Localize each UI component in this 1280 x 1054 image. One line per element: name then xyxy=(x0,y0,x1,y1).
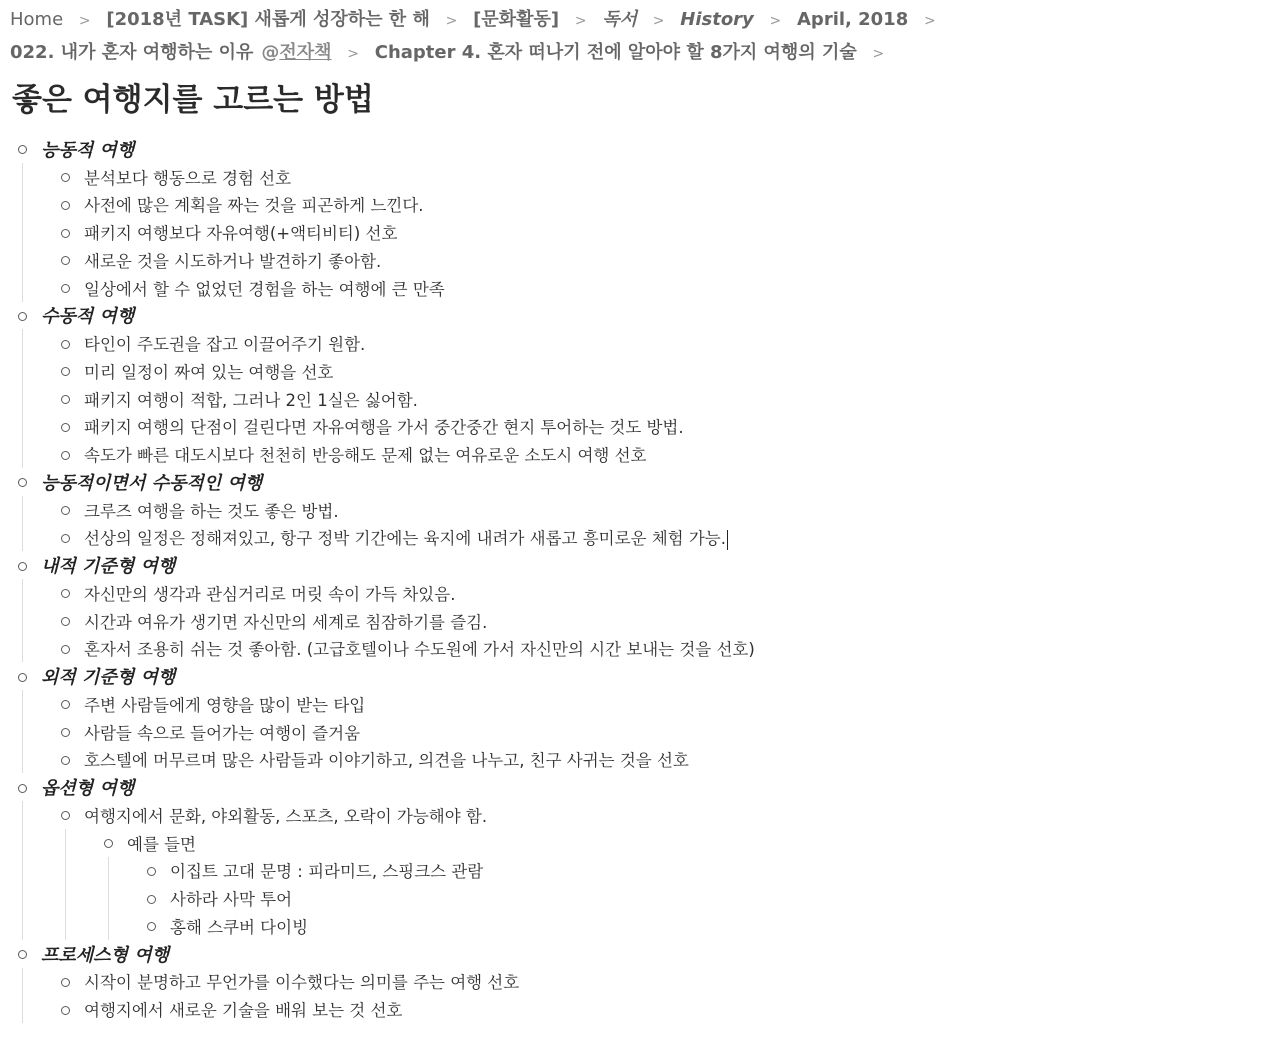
outline-item-label: 분석보다 행동으로 경험 선호 xyxy=(84,168,292,188)
chevron-right-icon: > xyxy=(574,13,587,29)
bullet-icon[interactable] xyxy=(18,145,27,154)
outline-subitem xyxy=(0,191,1280,219)
breadcrumb-item-label: 독서 xyxy=(602,9,638,30)
outline-row[interactable] xyxy=(0,218,1280,246)
bullet-icon[interactable] xyxy=(61,700,70,709)
outline-item-label: 옵션형 여행 xyxy=(41,778,135,800)
outline-row[interactable] xyxy=(0,773,1280,801)
outline-subitem xyxy=(0,607,1280,635)
outline-item-text[interactable] xyxy=(84,220,397,244)
outline-item-label: 자신만의 생각과 관심거리로 머릿 속이 가득 차있음. xyxy=(84,584,456,604)
outline-item-text[interactable] xyxy=(84,692,365,716)
bullet-icon[interactable] xyxy=(61,423,70,432)
outline-item xyxy=(0,468,1280,551)
outline-item xyxy=(0,662,1280,773)
outline-item-text[interactable] xyxy=(84,581,455,605)
breadcrumb-item[interactable] xyxy=(106,9,430,30)
outline-item-text[interactable] xyxy=(170,858,483,882)
bullet-icon[interactable] xyxy=(61,173,70,182)
outline-heading[interactable] xyxy=(41,136,134,162)
outline-item xyxy=(0,773,1280,940)
outline-row[interactable] xyxy=(0,440,1280,468)
outline-row[interactable] xyxy=(0,995,1280,1023)
outline-item-text[interactable] xyxy=(84,609,487,633)
breadcrumb-item[interactable] xyxy=(602,9,637,30)
outline-row[interactable] xyxy=(0,635,1280,663)
outline-row[interactable] xyxy=(0,579,1280,607)
outline-subitem xyxy=(0,413,1280,441)
bullet-icon[interactable] xyxy=(61,589,70,598)
outline-item-label: 패키지 여행보다 자유여행(+액티비티) 선호 xyxy=(84,224,398,244)
breadcrumb-item[interactable] xyxy=(473,9,559,30)
outline-row[interactable] xyxy=(0,690,1280,718)
mention-prefix: @ xyxy=(261,42,280,63)
outline-row[interactable] xyxy=(0,413,1280,441)
bullet-icon[interactable] xyxy=(61,645,70,654)
breadcrumb-item-label: 022. 내가 혼자 여행하는 이유 xyxy=(10,42,254,63)
outline-subitem xyxy=(0,801,1280,940)
outline-item-label: 예를 들면 xyxy=(127,834,197,854)
outline-row[interactable] xyxy=(0,163,1280,191)
chevron-right-icon: > xyxy=(872,46,885,62)
outline-item-text[interactable] xyxy=(84,525,728,550)
outline-item-text[interactable] xyxy=(84,720,360,744)
outline-item-label: 홍해 스쿠버 다이빙 xyxy=(170,917,309,937)
breadcrumb-item-label: [2018년 TASK] 새롭게 성장하는 한 해 xyxy=(106,9,430,30)
bullet-icon[interactable] xyxy=(61,229,70,238)
bullet-icon[interactable] xyxy=(18,562,27,571)
outline-item-label: 시작이 분명하고 무언가를 이수했다는 의미를 주는 여행 선호 xyxy=(84,973,520,993)
bullet-icon[interactable] xyxy=(61,728,70,737)
outline-item-label: 프로세스형 여행 xyxy=(41,944,169,966)
outline-item-text[interactable] xyxy=(84,165,291,189)
mention-name: 전자책 xyxy=(279,42,332,63)
outline-item-label: 새로운 것을 시도하거나 발견하기 좋아함. xyxy=(84,251,382,271)
outline-item xyxy=(0,940,1280,1023)
outline-row[interactable] xyxy=(0,718,1280,746)
page-title: 좋은 여행지를 고르는 방법 xyxy=(12,82,374,118)
outline-subitem xyxy=(0,829,1280,940)
outline-item-text[interactable] xyxy=(127,831,196,855)
outline-subitem xyxy=(0,163,1280,191)
outline-row[interactable] xyxy=(0,135,1280,163)
outline-item-text[interactable] xyxy=(84,276,445,300)
outline-item-label: 능동적 여행 xyxy=(41,139,135,161)
outline-item-label: 사람들 속으로 들어가는 여행이 즐거움 xyxy=(84,723,361,743)
bullet-icon[interactable] xyxy=(61,256,70,265)
breadcrumb-item-label: History xyxy=(680,9,754,30)
outline-subitem xyxy=(0,329,1280,357)
outline-row[interactable] xyxy=(0,191,1280,219)
outline-subitem xyxy=(0,995,1280,1023)
outline-row[interactable] xyxy=(0,607,1280,635)
bullet-icon[interactable] xyxy=(104,839,113,848)
outline-heading[interactable] xyxy=(41,663,175,689)
outline-item-label: 혼자서 조용히 쉬는 것 좋아함. (고급호텔이나 수도원에 가서 자신만의 시간 보내는 것을 선호) xyxy=(84,640,755,660)
breadcrumb-item[interactable] xyxy=(680,9,754,30)
text-cursor xyxy=(727,530,728,550)
outline-item-label: 내적 기준형 여행 xyxy=(41,556,176,578)
bullet-icon[interactable] xyxy=(18,673,27,682)
outline-item-label: 여행지에서 문화, 야외활동, 스포츠, 오락이 가능해야 함. xyxy=(84,806,488,826)
bullet-icon[interactable] xyxy=(61,451,70,460)
bullet-icon[interactable] xyxy=(61,340,70,349)
outline-item-text[interactable] xyxy=(170,914,308,938)
outline-item-text[interactable] xyxy=(84,803,487,827)
bullet-icon[interactable] xyxy=(147,922,156,931)
outline-subitem xyxy=(0,357,1280,385)
outline-item-text[interactable] xyxy=(84,997,402,1021)
outline-item xyxy=(0,135,1280,302)
outline-subitem xyxy=(0,912,1280,940)
outline-heading[interactable] xyxy=(41,774,134,800)
breadcrumb xyxy=(10,4,1260,70)
breadcrumb-item[interactable] xyxy=(797,9,908,30)
outline-item-text[interactable] xyxy=(84,414,684,438)
outline-subitem xyxy=(0,746,1280,774)
outline-item xyxy=(0,302,1280,469)
outline-row[interactable] xyxy=(0,357,1280,385)
bullet-icon[interactable] xyxy=(18,478,27,487)
outline-row[interactable] xyxy=(0,524,1280,552)
bullet-icon[interactable] xyxy=(61,201,70,210)
outline-row[interactable] xyxy=(0,829,1280,857)
outline-item-label: 시간과 여유가 생기면 자신만의 세계로 침잠하기를 즐김. xyxy=(84,612,488,632)
chevron-right-icon: > xyxy=(652,13,665,29)
outline-item-text[interactable] xyxy=(84,636,755,660)
outline-item-text[interactable] xyxy=(84,331,365,355)
chevron-right-icon: > xyxy=(769,13,782,29)
outline-row[interactable] xyxy=(0,801,1280,829)
bullet-icon[interactable] xyxy=(61,978,70,987)
breadcrumb-item-label: [문화활동] xyxy=(473,9,560,30)
outline-subitem xyxy=(0,385,1280,413)
outline-row[interactable] xyxy=(0,857,1280,885)
bullet-icon[interactable] xyxy=(61,617,70,626)
outline-item-text[interactable] xyxy=(170,886,292,910)
outline-subitem xyxy=(0,246,1280,274)
outline-subitem xyxy=(0,274,1280,302)
bullet-icon[interactable] xyxy=(61,811,70,820)
outline-item-text[interactable] xyxy=(84,747,689,771)
outline-item-text[interactable] xyxy=(84,498,339,522)
outline-item-text[interactable] xyxy=(84,442,647,466)
outline-subitem xyxy=(0,579,1280,607)
outline-subitem xyxy=(0,884,1280,912)
outline-item-label: 능동적이면서 수동적인 여행 xyxy=(41,472,263,494)
outline-item-text[interactable] xyxy=(84,387,418,411)
outline-item-label: 미리 일정이 짜여 있는 여행을 선호 xyxy=(84,362,334,382)
outline-item-label: 호스텔에 머무르며 많은 사람들과 이야기하고, 의견을 나누고, 친구 사귀는 것을 선호 xyxy=(84,751,689,771)
outline-row[interactable] xyxy=(0,912,1280,940)
outline-item-label: 이집트 고대 문명 : 피라미드, 스핑크스 관람 xyxy=(170,862,484,882)
outline-subitem xyxy=(0,690,1280,718)
outline-subitem xyxy=(0,218,1280,246)
outline-subitem xyxy=(0,968,1280,996)
outline-row[interactable] xyxy=(0,274,1280,302)
outline-item-label: 여행지에서 새로운 기술을 배워 보는 것 선호 xyxy=(84,1001,403,1021)
mention-link[interactable] xyxy=(261,42,331,63)
outline-item-label: 일상에서 할 수 없었던 경험을 하는 여행에 큰 만족 xyxy=(84,279,445,299)
outline-heading[interactable] xyxy=(41,552,175,578)
outline-row[interactable] xyxy=(0,302,1280,330)
outline-item-text[interactable] xyxy=(84,192,424,216)
bullet-icon[interactable] xyxy=(61,756,70,765)
outline-heading[interactable] xyxy=(41,469,262,495)
bullet-icon[interactable] xyxy=(147,867,156,876)
outline-row[interactable] xyxy=(0,329,1280,357)
outline-list xyxy=(0,135,1280,1023)
outline-row[interactable] xyxy=(0,968,1280,996)
outline-row[interactable] xyxy=(0,662,1280,690)
breadcrumb-item[interactable] xyxy=(10,42,332,63)
outline-item-text[interactable] xyxy=(84,359,333,383)
outline-item-label: 선상의 일정은 정해져있고, 항구 정박 기간에는 육지에 내려가 새롭고 흥미로운 체험 가능. xyxy=(84,529,726,549)
outline-row[interactable] xyxy=(0,884,1280,912)
outline-subitem xyxy=(0,440,1280,468)
outline-item-label: 외적 기준형 여행 xyxy=(41,667,176,689)
outline-item-label: 사전에 많은 계획을 짜는 것을 피곤하게 느낀다. xyxy=(84,196,424,216)
chevron-right-icon: > xyxy=(445,13,458,29)
outline-item-label: 주변 사람들에게 영향을 많이 받는 타입 xyxy=(84,695,366,715)
chevron-right-icon: > xyxy=(923,13,936,29)
bullet-icon[interactable] xyxy=(61,395,70,404)
chevron-right-icon: > xyxy=(347,46,359,62)
breadcrumb-item-label: Chapter 4. 혼자 떠나기 전에 알아야 할 8가지 여행의 기술 xyxy=(374,42,857,63)
outline-row[interactable] xyxy=(0,746,1280,774)
outline-item-label: 크루즈 여행을 하는 것도 좋은 방법. xyxy=(84,501,339,521)
outline-subitem xyxy=(0,857,1280,885)
outline-item-label: 사하라 사막 투어 xyxy=(170,890,293,910)
outline-row[interactable] xyxy=(0,496,1280,524)
outline-subitem xyxy=(0,635,1280,663)
bullet-icon[interactable] xyxy=(18,312,27,321)
outline-item-text[interactable] xyxy=(84,248,381,272)
bullet-icon[interactable] xyxy=(61,284,70,293)
outline-item-label: 패키지 여행의 단점이 걸린다면 자유여행을 가서 중간중간 현지 투어하는 것도 방법. xyxy=(84,418,684,438)
outline-item-label: 속도가 빠른 대도시보다 천천히 반응해도 문제 없는 여유로운 소도시 여행 선호 xyxy=(84,446,647,466)
bullet-icon[interactable] xyxy=(18,784,27,793)
outline-heading[interactable] xyxy=(41,302,134,328)
outline-subitem xyxy=(0,524,1280,552)
outline-item-text[interactable] xyxy=(84,969,519,993)
outline-item xyxy=(0,551,1280,662)
bullet-icon[interactable] xyxy=(61,534,70,543)
outline-row[interactable] xyxy=(0,468,1280,496)
outline-subitem xyxy=(0,496,1280,524)
outline-row[interactable] xyxy=(0,246,1280,274)
chevron-right-icon: > xyxy=(78,13,91,29)
bullet-icon[interactable] xyxy=(61,367,70,376)
breadcrumb-item[interactable] xyxy=(10,9,63,30)
outline-heading[interactable] xyxy=(41,941,169,967)
bullet-icon[interactable] xyxy=(18,950,27,959)
outline-item-label: 수동적 여행 xyxy=(41,306,135,328)
breadcrumb-item[interactable] xyxy=(375,42,857,63)
bullet-icon[interactable] xyxy=(61,506,70,515)
bullet-icon[interactable] xyxy=(61,1006,70,1015)
outline-row[interactable] xyxy=(0,551,1280,579)
outline-item-label: 타인이 주도권을 잡고 이끌어주기 원함. xyxy=(84,335,366,355)
outline-subitem xyxy=(0,718,1280,746)
bullet-icon[interactable] xyxy=(147,895,156,904)
outline-row[interactable] xyxy=(0,940,1280,968)
outline-item-label: 패키지 여행이 적합, 그러나 2인 1실은 싫어함. xyxy=(84,390,418,410)
breadcrumb-item-label: April, 2018 xyxy=(797,9,909,30)
breadcrumb-item-label: Home xyxy=(10,9,64,30)
outline-row[interactable] xyxy=(0,385,1280,413)
